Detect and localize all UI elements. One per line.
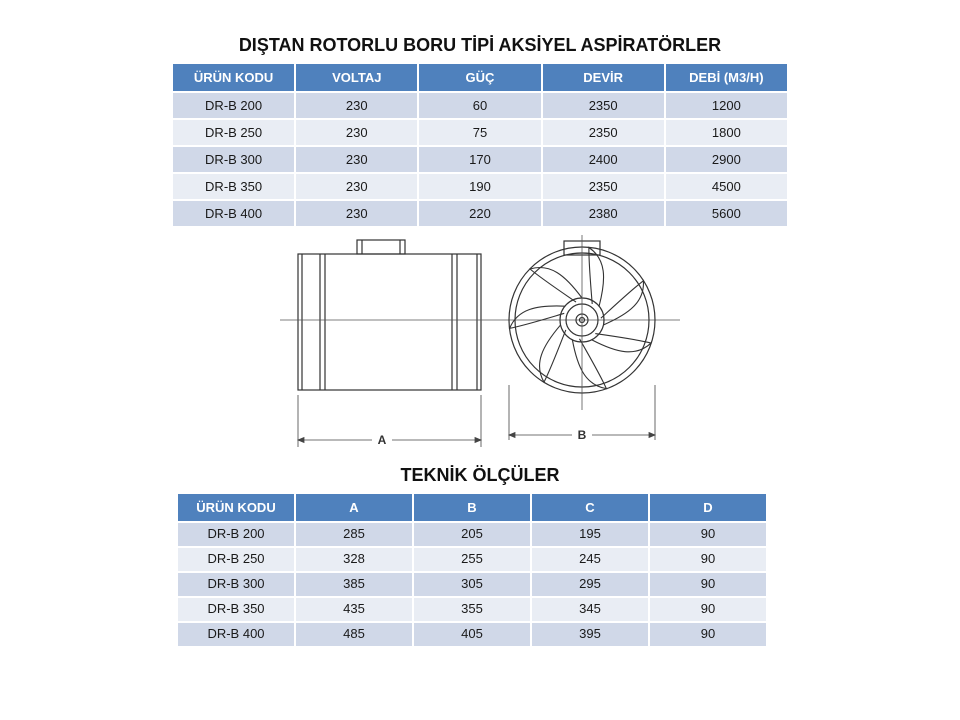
table-cell: 355 — [414, 598, 530, 623]
table-cell: DR-B 250 — [178, 548, 294, 573]
table-cell: 230 — [296, 120, 417, 147]
table-cell: 285 — [296, 523, 412, 548]
table-row — [178, 623, 766, 648]
spec-header-devir: DEVİR — [543, 64, 664, 93]
table-cell: 170 — [419, 147, 540, 174]
table-cell: 328 — [296, 548, 412, 573]
table-cell: 90 — [650, 548, 766, 573]
dimension-label-a: A — [377, 433, 387, 447]
table-cell: 435 — [296, 598, 412, 623]
table-cell: 385 — [296, 573, 412, 598]
table-cell: 60 — [419, 93, 540, 120]
table-cell: DR-B 350 — [173, 174, 294, 201]
table-cell: 230 — [296, 174, 417, 201]
table-cell: 395 — [532, 623, 648, 648]
table-cell: 190 — [419, 174, 540, 201]
table-cell: 2380 — [543, 201, 664, 228]
table-cell: DR-B 400 — [178, 623, 294, 648]
table-cell: 2400 — [543, 147, 664, 174]
dims-header-urun-kodu: ÜRÜN KODU — [178, 494, 294, 523]
table-cell: 195 — [532, 523, 648, 548]
spec-table — [171, 64, 789, 228]
table-cell: 220 — [419, 201, 540, 228]
table-cell: 90 — [650, 623, 766, 648]
fan-side-view — [298, 240, 481, 390]
table-cell: 485 — [296, 623, 412, 648]
table-cell: 5600 — [666, 201, 787, 228]
dims-table-header-row — [178, 494, 766, 523]
table-row — [178, 523, 766, 548]
table-row — [178, 598, 766, 623]
table-row — [178, 548, 766, 573]
dimension-a — [298, 395, 481, 447]
table-row — [173, 147, 787, 174]
table-row — [173, 120, 787, 147]
fan-technical-drawing — [280, 235, 680, 447]
dims-table — [176, 494, 768, 648]
spec-header-guc: GÜÇ — [419, 64, 540, 93]
table-cell: 90 — [650, 523, 766, 548]
dims-title: TEKNİK ÖLÇÜLER — [400, 465, 560, 485]
table-cell: DR-B 200 — [173, 93, 294, 120]
spec-header-urun-kodu: ÜRÜN KODU — [173, 64, 294, 93]
dims-header-c: C — [532, 494, 648, 523]
table-cell: 1200 — [666, 93, 787, 120]
table-row — [173, 174, 787, 201]
table-cell: 2350 — [543, 174, 664, 201]
table-cell: DR-B 400 — [173, 201, 294, 228]
table-cell: 345 — [532, 598, 648, 623]
table-cell: DR-B 250 — [173, 120, 294, 147]
table-cell: DR-B 350 — [178, 598, 294, 623]
page-title: DIŞTAN ROTORLU BORU TİPİ AKSİYEL ASPİRATÖRLER — [238, 35, 722, 55]
table-cell: 90 — [650, 598, 766, 623]
table-cell: 205 — [414, 523, 530, 548]
table-cell: 2350 — [543, 120, 664, 147]
table-cell: DR-B 300 — [178, 573, 294, 598]
table-cell: DR-B 300 — [173, 147, 294, 174]
table-cell: 230 — [296, 201, 417, 228]
table-cell: 405 — [414, 623, 530, 648]
table-cell: 230 — [296, 147, 417, 174]
spec-table-header-row — [173, 64, 787, 93]
table-cell: DR-B 200 — [178, 523, 294, 548]
dims-header-b: B — [414, 494, 530, 523]
table-cell: 295 — [532, 573, 648, 598]
spec-header-debi: DEBİ (M3/H) — [666, 64, 787, 93]
dimension-label-b: B — [577, 428, 587, 442]
table-row — [178, 573, 766, 598]
table-row — [173, 93, 787, 120]
table-cell: 2350 — [543, 93, 664, 120]
table-row — [173, 201, 787, 228]
table-cell: 1800 — [666, 120, 787, 147]
spec-header-voltaj: VOLTAJ — [296, 64, 417, 93]
table-cell: 4500 — [666, 174, 787, 201]
dims-header-d: D — [650, 494, 766, 523]
dims-header-a: A — [296, 494, 412, 523]
table-cell: 305 — [414, 573, 530, 598]
table-cell: 245 — [532, 548, 648, 573]
table-cell: 2900 — [666, 147, 787, 174]
table-cell: 90 — [650, 573, 766, 598]
table-cell: 255 — [414, 548, 530, 573]
table-cell: 230 — [296, 93, 417, 120]
table-cell: 75 — [419, 120, 540, 147]
